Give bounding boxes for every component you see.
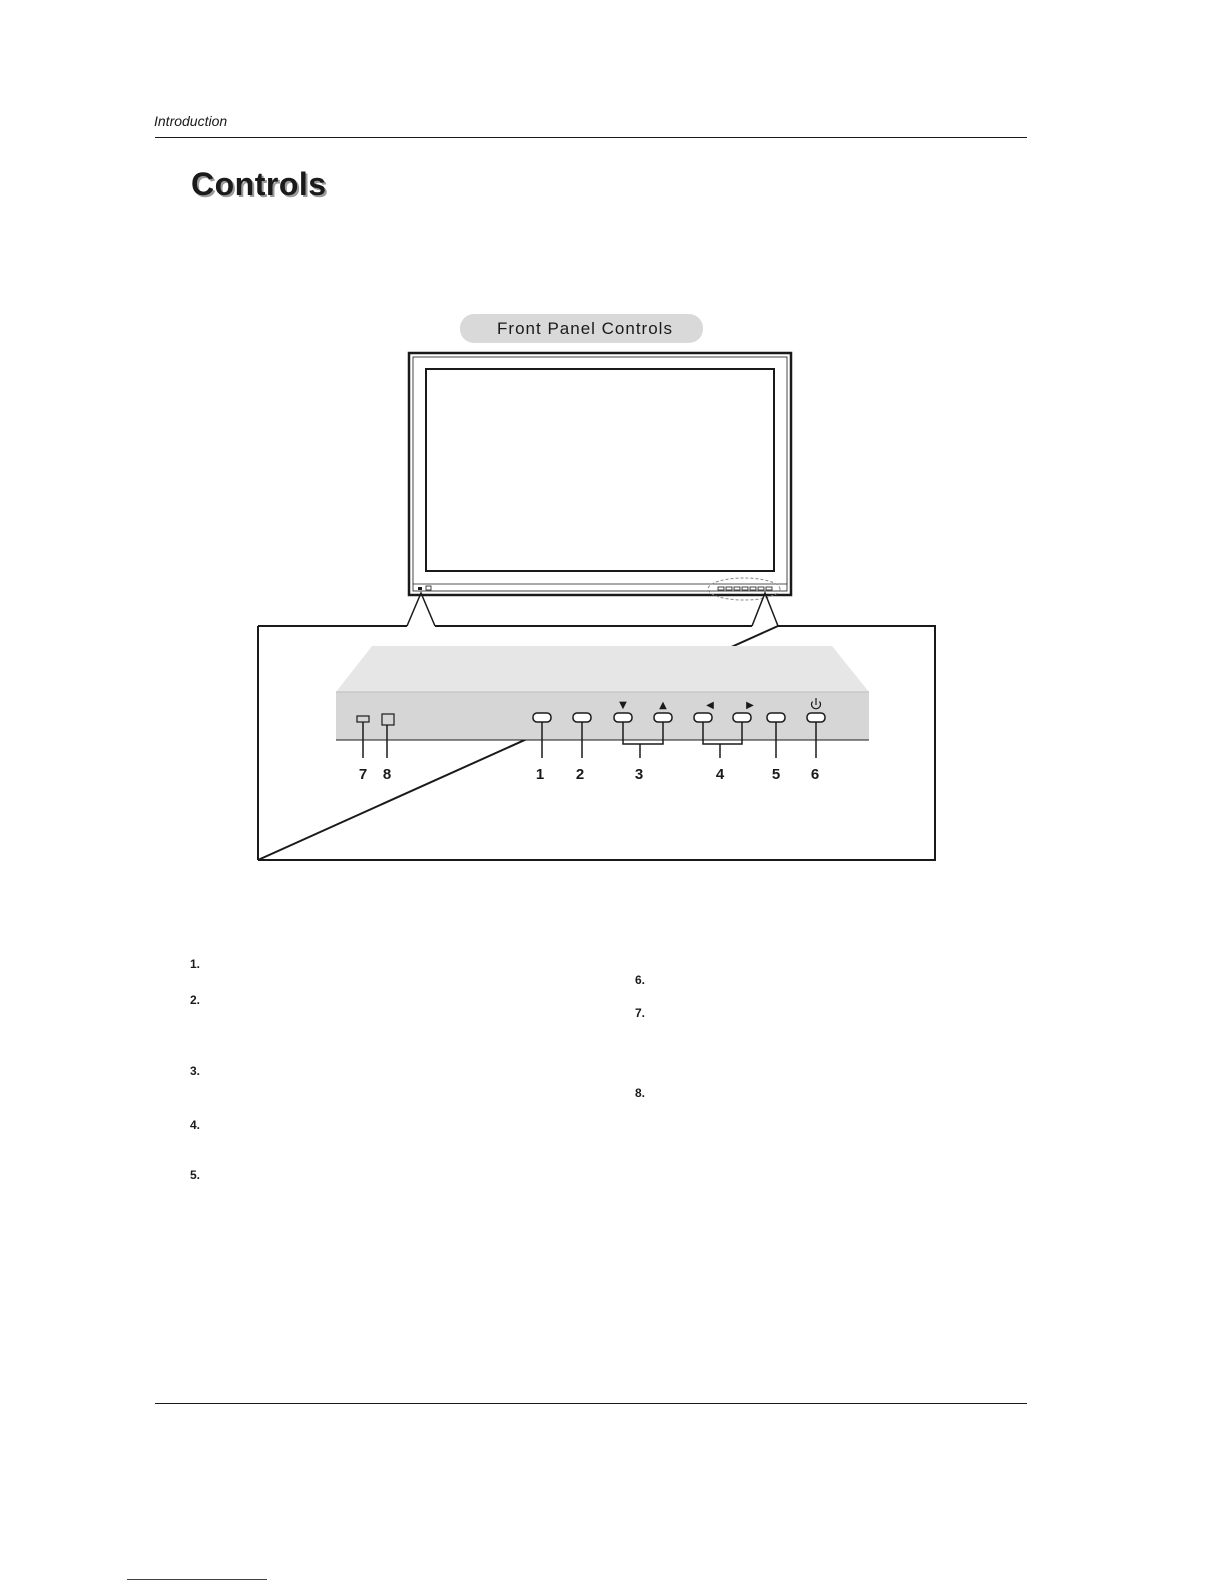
- figure-label: Front Panel Controls: [497, 319, 673, 338]
- arrow-right-icon: ▶: [746, 700, 754, 711]
- callout-5: 5: [771, 766, 781, 783]
- panel-button-1[interactable]: [533, 713, 551, 722]
- list-item-number: 3.: [190, 1064, 201, 1078]
- page-title: Controls: [191, 166, 327, 202]
- list-item-number: 6.: [635, 973, 646, 987]
- footer-link-underline[interactable]: [127, 1579, 267, 1580]
- volume-down-button[interactable]: [694, 713, 712, 722]
- control-panel: [336, 646, 869, 740]
- panel-button-5[interactable]: [767, 713, 785, 722]
- list-item-number: 7.: [635, 1006, 646, 1020]
- volume-up-button[interactable]: [733, 713, 751, 722]
- list-item-number: 8.: [635, 1086, 646, 1100]
- arrow-down-icon: ▼: [619, 700, 627, 711]
- list-item-number: 4.: [190, 1118, 201, 1132]
- section-label: Introduction: [154, 113, 228, 129]
- list-item-number: 2.: [190, 993, 201, 1007]
- callout-1: 1: [535, 766, 545, 783]
- panel-button-2[interactable]: [573, 713, 591, 722]
- callout-7: 7: [358, 766, 368, 783]
- list-item-number: 1.: [190, 957, 201, 971]
- footer-rule: [155, 1403, 1027, 1404]
- arrow-left-icon: ◀: [706, 700, 714, 711]
- callout-2: 2: [575, 766, 585, 783]
- callout-8: 8: [382, 766, 392, 783]
- callout-6: 6: [810, 766, 820, 783]
- callout-3: 3: [634, 766, 644, 783]
- callout-4: 4: [715, 766, 725, 783]
- list-item-number: 5.: [190, 1168, 201, 1182]
- arrow-up-icon: ▲: [659, 700, 667, 711]
- channel-up-button[interactable]: [654, 713, 672, 722]
- power-button[interactable]: [807, 713, 825, 722]
- tv-illustration: [409, 353, 791, 600]
- channel-down-button[interactable]: [614, 713, 632, 722]
